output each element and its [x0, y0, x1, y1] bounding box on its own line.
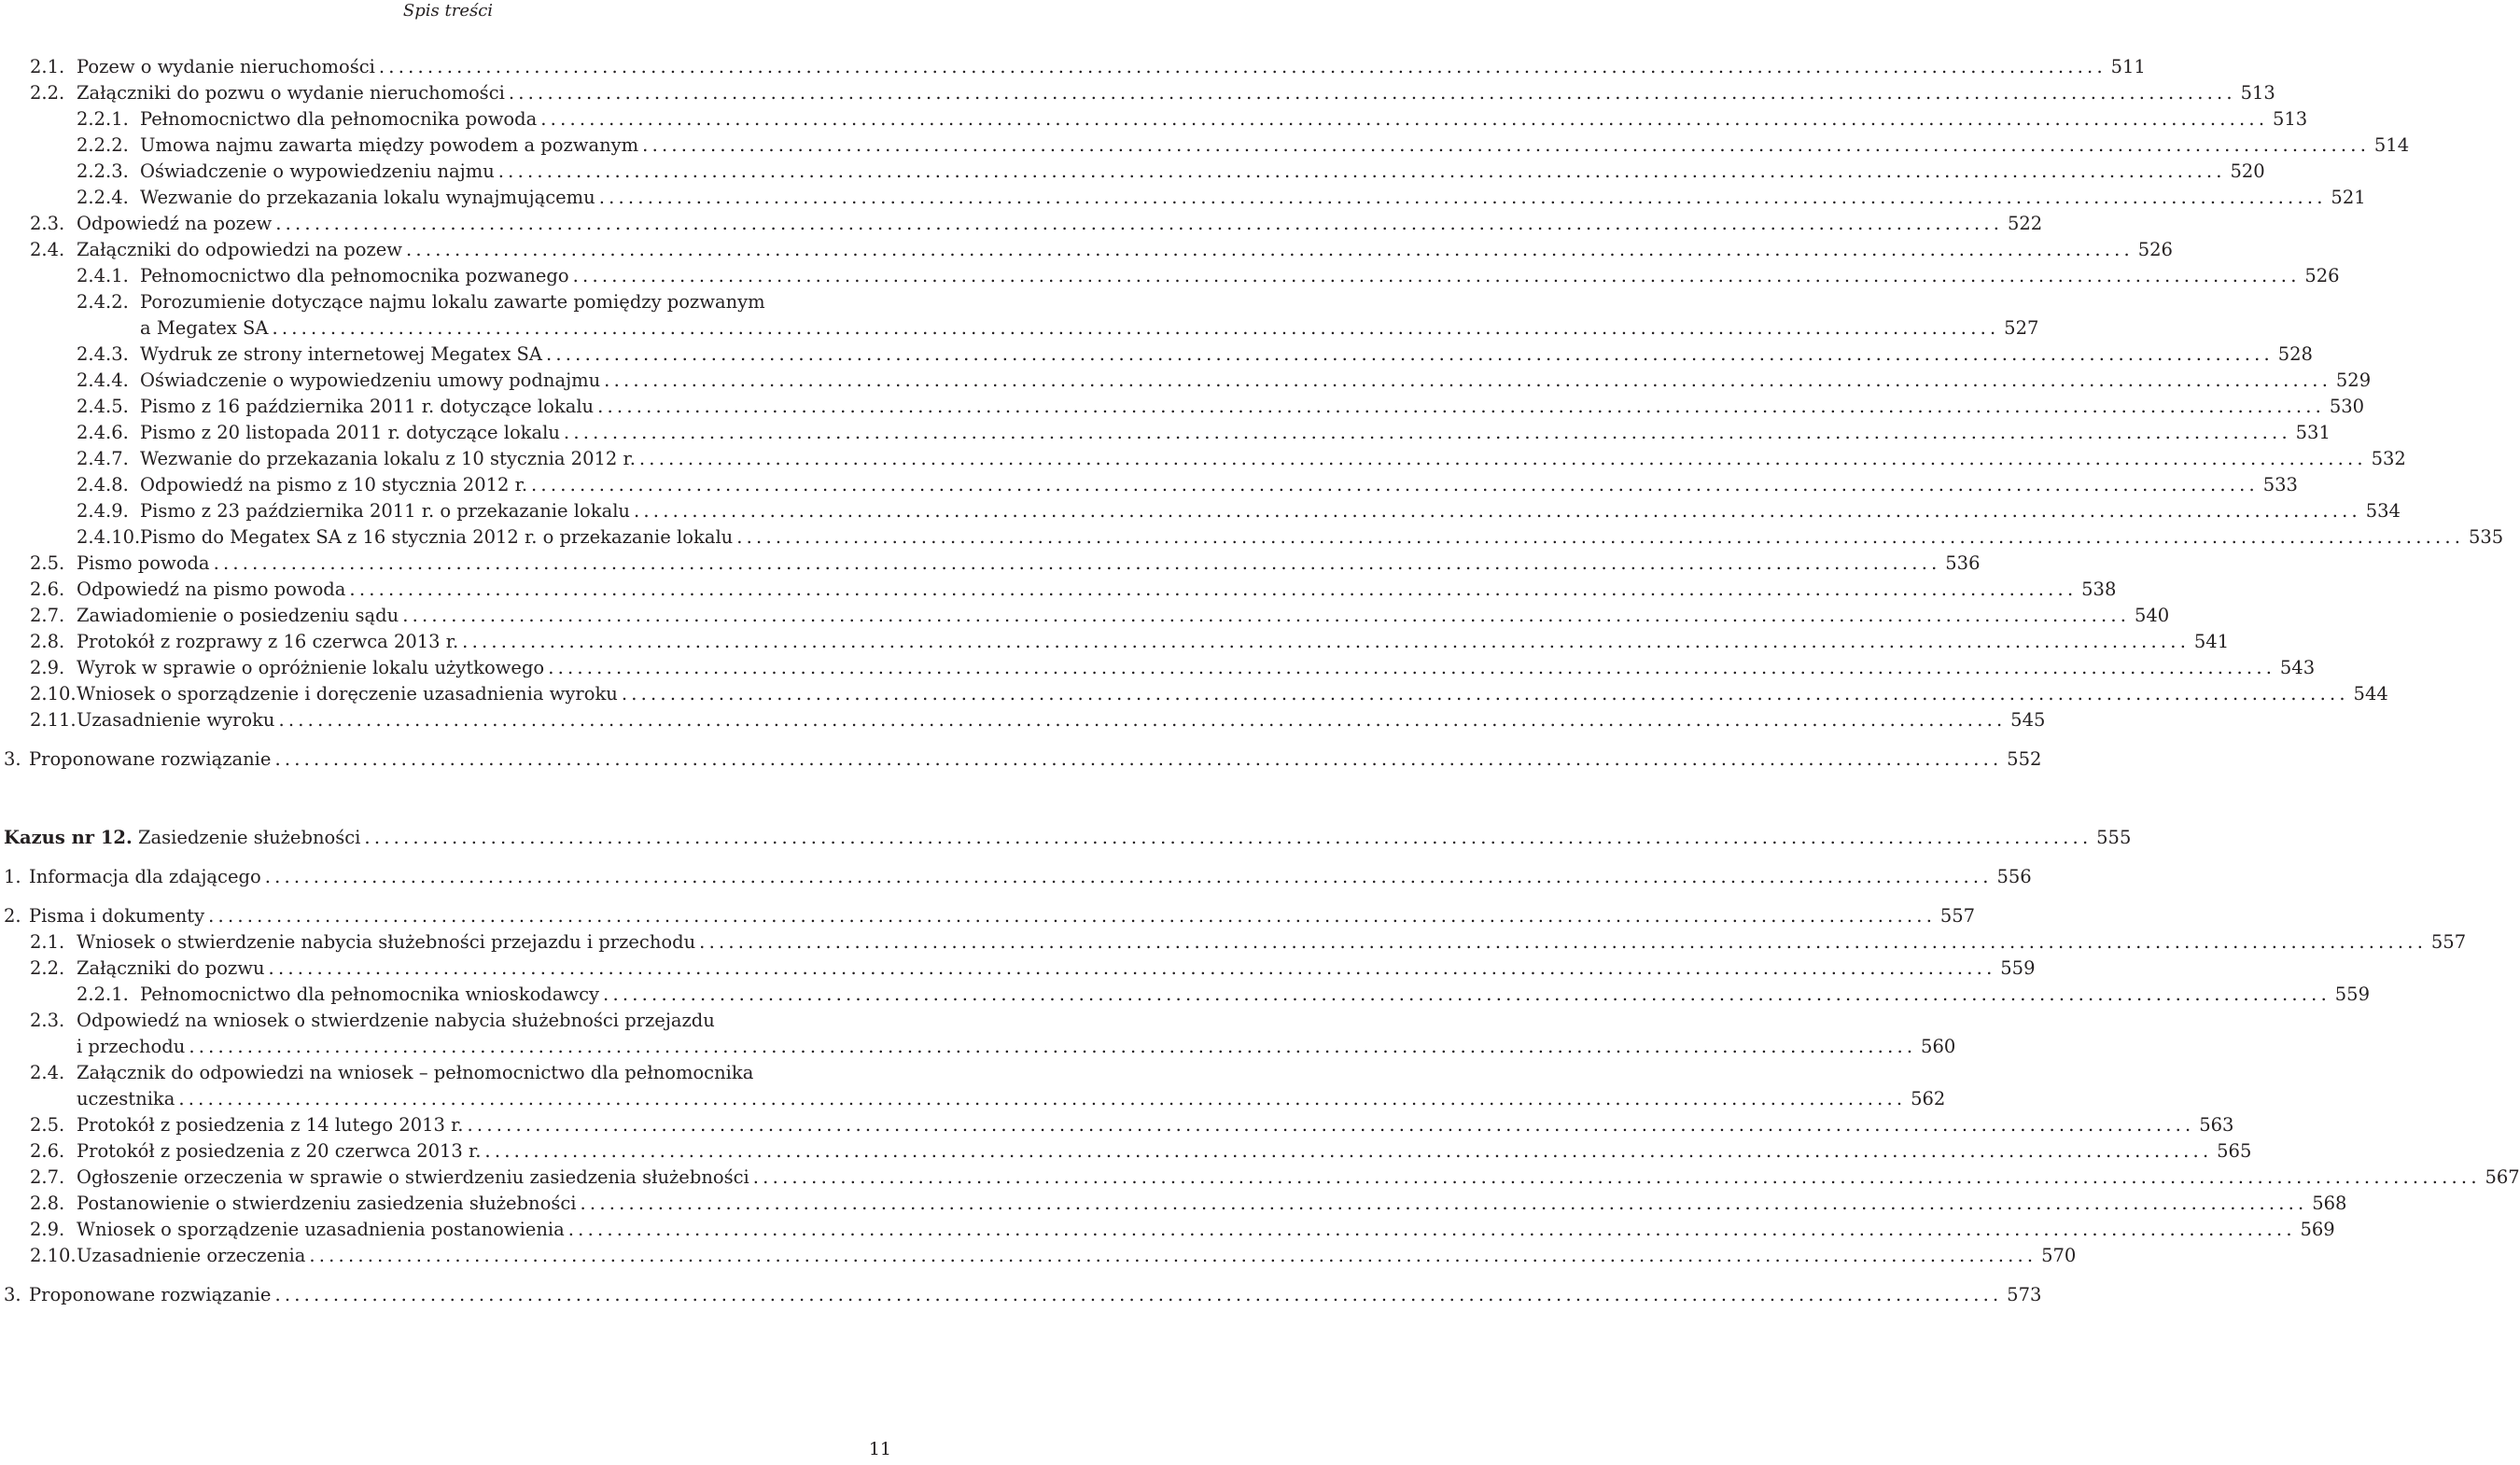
toc-page: 522	[2007, 213, 2043, 234]
toc-number: 2.4.4.	[77, 370, 129, 391]
toc-entry	[0, 1191, 2347, 1217]
toc-entry	[0, 524, 2504, 551]
toc-page: 562	[1911, 1088, 1946, 1109]
toc-page: 559	[2000, 957, 2036, 979]
toc-entry	[0, 1086, 1946, 1112]
toc-number: 2.4.3.	[77, 343, 129, 365]
toc-entry	[0, 903, 1976, 929]
toc-title: Proponowane rozwiązanie	[29, 748, 272, 770]
dot-leader	[402, 237, 2137, 263]
toc-number: 2.3.	[30, 1010, 65, 1031]
toc-page: 543	[2279, 657, 2316, 678]
dot-leader	[733, 524, 2468, 551]
toc-page: 541	[2193, 631, 2230, 652]
toc-title: Informacja dla zdającego	[29, 866, 261, 887]
toc-entry	[0, 237, 2173, 263]
dot-leader	[537, 106, 2272, 133]
toc-entry	[0, 1217, 2335, 1243]
toc-page: 526	[2304, 265, 2340, 286]
toc-number: 2.2.	[30, 957, 65, 979]
toc-page: 540	[2134, 605, 2170, 626]
toc-entry	[0, 982, 2370, 1008]
toc-title: Ogłoszenie orzeczenia w sprawie o stwierdzeniu zasiedzenia służebności	[77, 1166, 749, 1188]
toc-page: 521	[2331, 187, 2366, 208]
dot-leader	[210, 551, 1945, 577]
dot-leader	[375, 54, 2110, 80]
toc-entry	[0, 133, 2410, 159]
toc-title: Porozumienie dotyczące najmu lokalu zawarte pomiędzy pozwanym	[140, 291, 765, 313]
toc-title: Wniosek o sporządzenie i doręczenie uzasadnienia wyroku	[77, 683, 618, 705]
toc-title-continuation: uczestnika	[77, 1088, 175, 1109]
toc-entry	[0, 342, 2313, 368]
toc-entry	[0, 54, 2146, 80]
toc-entry	[0, 80, 2275, 106]
toc-page: 567	[2485, 1166, 2520, 1188]
toc-page: 511	[2110, 56, 2146, 77]
toc-entry	[0, 420, 2331, 446]
toc-page: 565	[2217, 1140, 2252, 1162]
toc-number: 2.9.	[30, 657, 65, 678]
toc-entry	[0, 106, 2308, 133]
toc-title: Umowa najmu zawarta między powodem a pozwanym	[140, 134, 639, 156]
dot-leader	[630, 498, 2365, 524]
toc-page: 552	[2007, 748, 2042, 770]
toc-title: Załącznik do odpowiedzi na wniosek – pełnomocnictwo dla pełnomocnika	[77, 1062, 754, 1083]
toc-page: 557	[2430, 931, 2467, 953]
toc-number: 2.4.7.	[77, 448, 129, 469]
dot-leader	[544, 655, 2279, 681]
toc-page: 532	[2371, 448, 2406, 469]
running-head: Spis treści	[402, 1, 494, 21]
toc-number: 2.5.	[30, 1114, 65, 1136]
dot-leader	[185, 1034, 1920, 1060]
toc-number: 2.8.	[30, 631, 65, 652]
dot-leader	[618, 681, 2353, 707]
toc-title: Pisma i dokumenty	[29, 905, 205, 927]
toc-number: 1.	[4, 866, 21, 887]
toc-entry	[0, 289, 894, 315]
toc-page: 530	[2329, 396, 2365, 417]
toc-number: 2.2.3.	[77, 160, 129, 182]
toc-entry	[0, 368, 2372, 394]
toc-entry	[0, 1138, 2252, 1165]
toc-page: 560	[1921, 1036, 1956, 1057]
toc-title: Pismo do Megatex SA z 16 stycznia 2012 r. o przekazanie lokalu	[140, 526, 734, 548]
dot-leader	[305, 1243, 2040, 1269]
toc-entry	[0, 1243, 2077, 1269]
toc-page: 569	[2300, 1219, 2335, 1240]
toc-page: 557	[1939, 905, 1976, 927]
toc-title: Odpowiedź na pozew	[77, 213, 273, 234]
dot-leader	[695, 929, 2430, 956]
toc-page: 526	[2137, 239, 2173, 260]
toc-entry	[0, 864, 2032, 890]
toc-title: Protokół z rozprawy z 16 czerwca 2013 r.	[77, 631, 459, 652]
dot-leader	[749, 1165, 2485, 1191]
toc-title: Wydruk ze strony internetowej Megatex SA	[140, 343, 542, 365]
toc-number: 2.2.4.	[77, 187, 129, 208]
toc-page: 513	[2240, 82, 2275, 104]
dot-leader	[399, 603, 2134, 629]
dot-leader	[345, 577, 2080, 603]
toc-page: 533	[2262, 474, 2298, 495]
toc-title: Załączniki do odpowiedzi na pozew	[77, 239, 403, 260]
toc-entry	[0, 551, 1981, 577]
toc-number: 2.6.	[30, 1140, 65, 1162]
toc-title: Odpowiedź na pismo z 10 stycznia 2012 r.	[140, 474, 528, 495]
toc-page: 556	[1996, 866, 2032, 887]
toc-entry	[0, 746, 2042, 773]
toc-entry	[0, 655, 2316, 681]
toc-number: 2.2.	[30, 82, 65, 104]
toc-title: Postanowienie o stwierdzeniu zasiedzenia służebności	[77, 1193, 577, 1214]
toc-entry	[0, 1034, 1956, 1060]
toc-page: 513	[2272, 108, 2308, 130]
dot-leader	[274, 707, 2009, 733]
toc-page: 534	[2365, 500, 2401, 522]
toc-title: Uzasadnienie orzeczenia	[77, 1245, 306, 1266]
dot-leader	[175, 1086, 1910, 1112]
toc-title: Pismo z 23 października 2011 r. o przekazanie lokalu	[140, 500, 630, 522]
toc-title: Proponowane rozwiązanie	[29, 1284, 272, 1305]
toc-title: Pełnomocnictwo dla pełnomocnika wnioskodawcy	[140, 984, 600, 1005]
toc-title: Pismo z 20 listopada 2011 r. dotyczące lokalu	[140, 422, 560, 443]
toc-entry	[0, 707, 2046, 733]
toc-number: 2.9.	[30, 1219, 65, 1240]
toc-title-continuation: i przechodu	[77, 1036, 186, 1057]
toc-title: Protokół z posiedzenia z 20 czerwca 2013 r.	[77, 1140, 482, 1162]
toc-title: Załączniki do pozwu o wydanie nieruchomości	[77, 82, 505, 104]
table-of-contents	[0, 54, 2520, 1308]
toc-number: 2.1.	[30, 56, 65, 77]
toc-page: 545	[2010, 709, 2046, 731]
toc-page: 535	[2468, 526, 2504, 548]
toc-title: Odpowiedź na pismo powoda	[77, 579, 346, 600]
toc-title: Odpowiedź na wniosek o stwierdzenie nabycia służebności przejazdu	[77, 1010, 715, 1031]
toc-entry	[0, 1165, 2520, 1191]
toc-number: 3.	[4, 748, 21, 770]
toc-entry	[0, 263, 2340, 289]
dot-leader	[636, 446, 2371, 472]
toc-number: 2.4.	[30, 1062, 65, 1083]
toc-title: Protokół z posiedzenia z 14 lutego 2013 r.	[77, 1114, 464, 1136]
toc-number: 2.4.	[30, 239, 65, 260]
toc-page: 573	[2007, 1284, 2042, 1305]
dot-leader	[527, 472, 2262, 498]
toc-number: 2.4.2.	[77, 291, 129, 313]
toc-title: Wyrok w sprawie o opróżnienie lokalu użytkowego	[77, 657, 545, 678]
toc-page: 520	[2230, 160, 2265, 182]
toc-page: 531	[2295, 422, 2331, 443]
toc-number: 2.7.	[30, 605, 65, 626]
toc-entry	[0, 498, 2401, 524]
toc-title: Pozew o wydanie nieruchomości	[77, 56, 375, 77]
toc-title: Wezwanie do przekazania lokalu z 10 stycznia 2012 r.	[140, 448, 636, 469]
toc-number: 2.4.6.	[77, 422, 129, 443]
toc-entry	[0, 446, 2406, 472]
toc-entry	[0, 929, 2467, 956]
toc-entry	[0, 159, 2265, 185]
dot-leader	[271, 1282, 2006, 1308]
toc-entry	[0, 315, 2039, 342]
dot-leader	[458, 629, 2193, 655]
toc-entry	[0, 472, 2298, 498]
dot-leader	[464, 1112, 2199, 1138]
toc-page: 570	[2041, 1245, 2077, 1266]
toc-number: 2.2.1.	[77, 984, 129, 1005]
toc-entry	[0, 1112, 2234, 1138]
dot-leader	[600, 368, 2335, 394]
toc-page: 529	[2335, 370, 2372, 391]
dot-leader	[569, 263, 2304, 289]
toc-title-continuation: a Megatex SA	[140, 317, 269, 339]
dot-leader	[265, 956, 2000, 982]
toc-entry	[0, 603, 2170, 629]
toc-number: 2.4.5.	[77, 396, 129, 417]
toc-number: 3.	[4, 1284, 21, 1305]
dot-leader	[505, 80, 2240, 106]
toc-page: 514	[2373, 134, 2410, 156]
toc-number: 2.	[4, 905, 21, 927]
toc-entry	[0, 185, 2366, 211]
toc-title: Wniosek o sporządzenie uzasadnienia postanowienia	[77, 1219, 565, 1240]
toc-title: Załączniki do pozwu	[77, 957, 265, 979]
toc-number: 2.8.	[30, 1193, 65, 1214]
toc-page: 538	[2081, 579, 2117, 600]
toc-title: Pismo powoda	[77, 552, 210, 574]
dot-leader	[599, 982, 2334, 1008]
dot-leader	[577, 1191, 2312, 1217]
dot-leader	[360, 825, 2095, 851]
dot-leader	[268, 315, 2003, 342]
toc-page: 555	[2096, 827, 2132, 848]
dot-leader	[565, 1217, 2300, 1243]
toc-title: Wezwanie do przekazania lokalu wynajmującemu	[140, 187, 595, 208]
toc-title: Oświadczenie o wypowiedzeniu najmu	[140, 160, 495, 182]
toc-page: 559	[2334, 984, 2370, 1005]
toc-page: 527	[2004, 317, 2039, 339]
toc-page: 568	[2312, 1193, 2347, 1214]
dot-leader	[481, 1138, 2216, 1165]
toc-title: Oświadczenie o wypowiedzeniu umowy podnajmu	[140, 370, 601, 391]
toc-number: 2.10.	[30, 1245, 77, 1266]
toc-title: Uzasadnienie wyroku	[77, 709, 275, 731]
toc-number: 2.10.	[30, 683, 77, 705]
toc-entry	[0, 577, 2117, 603]
toc-page: 544	[2353, 683, 2388, 705]
toc-number: 2.3.	[30, 213, 65, 234]
toc-number: 2.2.1.	[77, 108, 129, 130]
toc-page: 563	[2199, 1114, 2234, 1136]
dot-leader	[495, 159, 2230, 185]
toc-title: Pełnomocnictwo dla pełnomocnika powoda	[140, 108, 538, 130]
toc-entry	[0, 681, 2388, 707]
toc-entry	[0, 1282, 2042, 1308]
dot-leader	[542, 342, 2277, 368]
toc-page: 528	[2277, 343, 2313, 365]
toc-entry	[0, 394, 2365, 420]
toc-title: Pełnomocnictwo dla pełnomocnika pozwanego	[140, 265, 569, 286]
toc-entry	[0, 1008, 894, 1034]
toc-page: 536	[1945, 552, 1981, 574]
toc-title: Pismo z 16 października 2011 r. dotyczące lokalu	[140, 396, 595, 417]
toc-title: Zawiadomienie o posiedzeniu sądu	[77, 605, 399, 626]
toc-number: 2.4.8.	[77, 474, 129, 495]
toc-number: 2.7.	[30, 1166, 65, 1188]
toc-number: 2.4.1.	[77, 265, 129, 286]
dot-leader	[261, 864, 1996, 890]
toc-entry	[0, 629, 2230, 655]
dot-leader	[271, 746, 2006, 773]
page-number: 11	[868, 1439, 891, 1459]
case-label: Kazus nr 12.	[4, 827, 133, 848]
toc-entry	[0, 825, 2132, 851]
toc-entry	[0, 1060, 894, 1086]
toc-number: 2.11.	[30, 709, 77, 731]
toc-title: Wniosek o stwierdzenie nabycia służebności przejazdu i przechodu	[77, 931, 696, 953]
toc-number: 2.4.10.	[77, 526, 141, 548]
toc-number: 2.1.	[30, 931, 65, 953]
toc-title: Zasiedzenie służebności	[137, 827, 361, 848]
toc-entry	[0, 956, 2036, 982]
toc-number: 2.4.9.	[77, 500, 129, 522]
dot-leader	[594, 394, 2329, 420]
dot-leader	[638, 133, 2373, 159]
dot-leader	[204, 903, 1939, 929]
dot-leader	[272, 211, 2007, 237]
toc-number: 2.5.	[30, 552, 65, 574]
dot-leader	[560, 420, 2295, 446]
toc-entry	[0, 211, 2043, 237]
toc-number: 2.6.	[30, 579, 65, 600]
dot-leader	[595, 185, 2331, 211]
toc-number: 2.2.2.	[77, 134, 129, 156]
